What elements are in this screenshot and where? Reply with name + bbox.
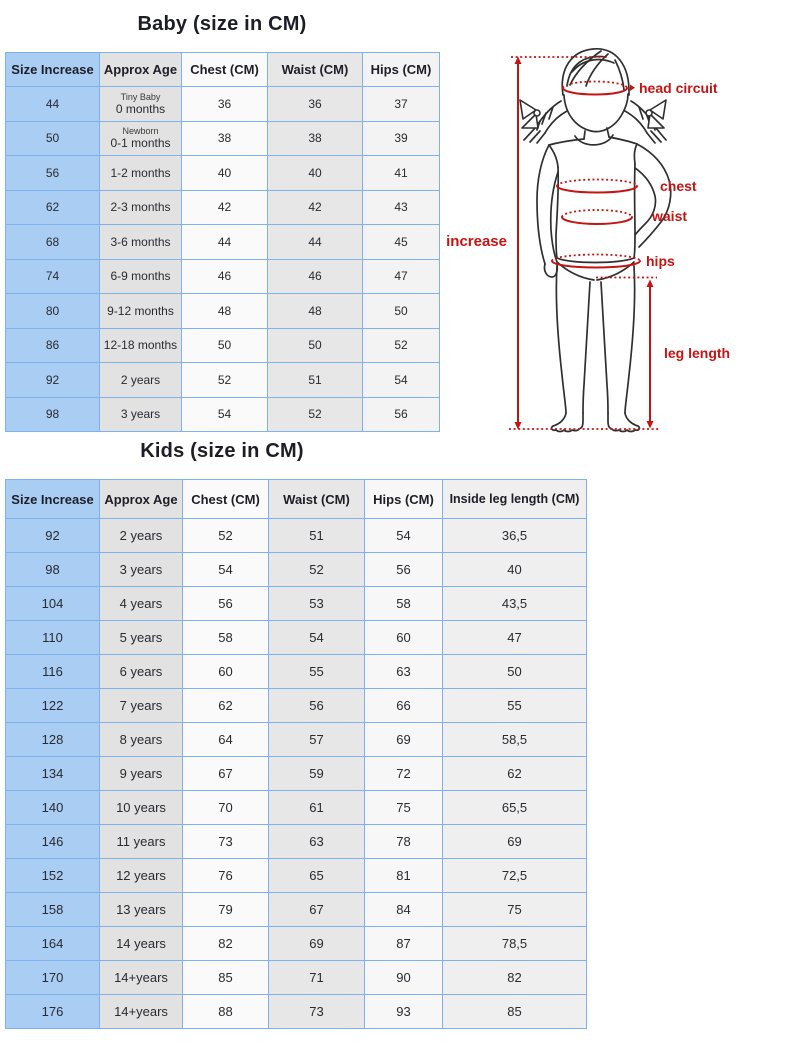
table-cell: 104	[6, 587, 100, 621]
table-row	[6, 121, 440, 156]
girl-line-art	[524, 49, 671, 432]
table-cell: 56	[6, 156, 100, 191]
table-cell: 56	[183, 587, 269, 621]
table-cell: 3 years	[100, 397, 182, 432]
table-cell: 39	[363, 121, 440, 156]
table-cell: 88	[183, 995, 269, 1029]
table-cell: 61	[269, 791, 365, 825]
table-cell: 50	[6, 121, 100, 156]
table-cell: Newborn 0-1 months	[100, 121, 182, 156]
chest-line	[557, 180, 637, 193]
column-header: Approx Age	[100, 480, 183, 519]
table-cell: 3 years	[100, 553, 183, 587]
kids-table-title: Kids (size in CM)	[140, 440, 304, 462]
column-header: Chest (CM)	[183, 480, 269, 519]
table-cell: 36,5	[443, 519, 587, 553]
table-cell: 6 years	[100, 655, 183, 689]
table-row	[6, 553, 587, 587]
table-cell: 38	[182, 121, 268, 156]
leg-length-label: leg length	[664, 345, 731, 361]
table-cell: 48	[268, 294, 363, 329]
table-cell: 134	[6, 757, 100, 791]
table-cell: 69	[365, 723, 443, 757]
table-cell: 13 years	[100, 893, 183, 927]
table-cell: 66	[365, 689, 443, 723]
table-cell: 38	[268, 121, 363, 156]
table-row	[6, 723, 587, 757]
table-cell: 58	[183, 621, 269, 655]
table-row	[6, 328, 440, 363]
baby-header-row	[6, 53, 440, 87]
table-cell: 75	[443, 893, 587, 927]
table-cell: 63	[269, 825, 365, 859]
waist-label: waist	[652, 208, 688, 224]
table-cell: 152	[6, 859, 100, 893]
table-row	[6, 156, 440, 191]
table-cell: 55	[269, 655, 365, 689]
table-row	[6, 927, 587, 961]
table-cell: 40	[268, 156, 363, 191]
table-cell: 78	[365, 825, 443, 859]
table-cell: 146	[6, 825, 100, 859]
column-header: Approx Age	[100, 53, 182, 87]
table-row	[6, 655, 587, 689]
table-cell: 60	[183, 655, 269, 689]
table-cell: 3-6 months	[100, 225, 182, 260]
table-row	[6, 961, 587, 995]
table-row	[6, 87, 440, 122]
table-cell: 98	[6, 553, 100, 587]
table-row	[6, 587, 587, 621]
table-cell: 44	[268, 225, 363, 260]
column-header: Hips (CM)	[363, 53, 440, 87]
table-cell: 85	[443, 995, 587, 1029]
table-row	[6, 259, 440, 294]
table-cell: 50	[443, 655, 587, 689]
table-cell: 71	[269, 961, 365, 995]
table-cell: 63	[365, 655, 443, 689]
table-cell: 116	[6, 655, 100, 689]
table-cell: 68	[6, 225, 100, 260]
table-row	[6, 757, 587, 791]
table-cell: 43,5	[443, 587, 587, 621]
table-cell: 54	[269, 621, 365, 655]
table-cell: 55	[443, 689, 587, 723]
table-cell: 58,5	[443, 723, 587, 757]
table-cell: 36	[268, 87, 363, 122]
table-cell: 74	[6, 259, 100, 294]
table-row	[6, 519, 587, 553]
table-cell: 2 years	[100, 363, 182, 398]
table-cell: 48	[182, 294, 268, 329]
column-header: Chest (CM)	[182, 53, 268, 87]
table-cell: 92	[6, 363, 100, 398]
table-cell: 98	[6, 397, 100, 432]
table-cell: 87	[365, 927, 443, 961]
table-cell: 54	[365, 519, 443, 553]
table-cell: 45	[363, 225, 440, 260]
table-row	[6, 363, 440, 398]
table-cell: 82	[443, 961, 587, 995]
table-cell: 52	[268, 397, 363, 432]
table-cell: 2 years	[100, 519, 183, 553]
table-cell: 64	[183, 723, 269, 757]
table-cell: 51	[268, 363, 363, 398]
table-cell: 12-18 months	[100, 328, 182, 363]
table-cell: 52	[183, 519, 269, 553]
table-cell: 56	[363, 397, 440, 432]
table-cell: 90	[365, 961, 443, 995]
column-header: Size Increase	[6, 480, 100, 519]
table-cell: 73	[269, 995, 365, 1029]
table-cell: 42	[268, 190, 363, 225]
table-cell: 50	[182, 328, 268, 363]
kids-header-row	[6, 480, 587, 519]
table-cell: 11 years	[100, 825, 183, 859]
table-cell: 78,5	[443, 927, 587, 961]
column-header: Waist (CM)	[269, 480, 365, 519]
table-cell: 52	[269, 553, 365, 587]
column-header: Inside leg length (CM)	[443, 480, 587, 519]
table-row	[6, 689, 587, 723]
table-cell: 57	[269, 723, 365, 757]
table-cell: 50	[268, 328, 363, 363]
table-cell: 5 years	[100, 621, 183, 655]
table-cell: 122	[6, 689, 100, 723]
table-row	[6, 397, 440, 432]
table-row	[6, 294, 440, 329]
table-cell: 14+years	[100, 995, 183, 1029]
table-cell: 128	[6, 723, 100, 757]
table-cell: 37	[363, 87, 440, 122]
table-cell: 67	[183, 757, 269, 791]
table-row	[6, 621, 587, 655]
increase-label: increase	[446, 233, 507, 250]
table-cell: 41	[363, 156, 440, 191]
table-cell: 54	[363, 363, 440, 398]
table-row	[6, 791, 587, 825]
table-cell: 79	[183, 893, 269, 927]
table-cell: 46	[182, 259, 268, 294]
table-cell: 40	[182, 156, 268, 191]
table-cell: 53	[269, 587, 365, 621]
table-cell: 8 years	[100, 723, 183, 757]
column-header: Hips (CM)	[365, 480, 443, 519]
table-row	[6, 825, 587, 859]
table-cell: 6-9 months	[100, 259, 182, 294]
kids-size-table	[5, 479, 587, 1029]
table-cell: Tiny Baby 0 months	[100, 87, 182, 122]
table-cell: 72	[365, 757, 443, 791]
baby-table-title: Baby (size in CM)	[137, 13, 307, 35]
table-cell: 170	[6, 961, 100, 995]
table-cell: 40	[443, 553, 587, 587]
table-cell: 140	[6, 791, 100, 825]
table-row	[6, 995, 587, 1029]
table-cell: 44	[6, 87, 100, 122]
table-row	[6, 893, 587, 927]
table-cell: 65,5	[443, 791, 587, 825]
table-cell: 56	[365, 553, 443, 587]
table-cell: 81	[365, 859, 443, 893]
table-row	[6, 225, 440, 260]
table-cell: 1-2 months	[100, 156, 182, 191]
table-cell: 93	[365, 995, 443, 1029]
table-cell: 43	[363, 190, 440, 225]
table-cell: 52	[182, 363, 268, 398]
table-cell: 51	[269, 519, 365, 553]
table-cell: 164	[6, 927, 100, 961]
table-cell: 92	[6, 519, 100, 553]
table-cell: 82	[183, 927, 269, 961]
table-cell: 70	[183, 791, 269, 825]
head-circuit-label: head circuit	[639, 80, 718, 96]
table-cell: 12 years	[100, 859, 183, 893]
table-cell: 69	[443, 825, 587, 859]
table-cell: 2-3 months	[100, 190, 182, 225]
chest-label: chest	[660, 178, 697, 194]
column-header: Size Increase	[6, 53, 100, 87]
table-cell: 86	[6, 328, 100, 363]
table-cell: 14+years	[100, 961, 183, 995]
table-cell: 47	[443, 621, 587, 655]
table-cell: 54	[183, 553, 269, 587]
table-cell: 58	[365, 587, 443, 621]
table-cell: 42	[182, 190, 268, 225]
table-cell: 56	[269, 689, 365, 723]
table-cell: 9-12 months	[100, 294, 182, 329]
table-cell: 85	[183, 961, 269, 995]
table-cell: 50	[363, 294, 440, 329]
column-header: Waist (CM)	[268, 53, 363, 87]
table-cell: 14 years	[100, 927, 183, 961]
table-cell: 9 years	[100, 757, 183, 791]
table-cell: 72,5	[443, 859, 587, 893]
table-cell: 62	[6, 190, 100, 225]
hips-label: hips	[646, 253, 675, 269]
table-cell: 73	[183, 825, 269, 859]
table-cell: 65	[269, 859, 365, 893]
table-cell: 54	[182, 397, 268, 432]
table-cell: 59	[269, 757, 365, 791]
table-cell: 62	[443, 757, 587, 791]
table-cell: 158	[6, 893, 100, 927]
measurement-diagram	[440, 40, 794, 440]
table-cell: 4 years	[100, 587, 183, 621]
waist-line	[562, 210, 632, 224]
table-cell: 52	[363, 328, 440, 363]
table-cell: 176	[6, 995, 100, 1029]
table-cell: 69	[269, 927, 365, 961]
table-cell: 75	[365, 791, 443, 825]
table-cell: 110	[6, 621, 100, 655]
table-cell: 62	[183, 689, 269, 723]
table-cell: 84	[365, 893, 443, 927]
table-cell: 46	[268, 259, 363, 294]
table-cell: 36	[182, 87, 268, 122]
table-cell: 76	[183, 859, 269, 893]
table-cell: 60	[365, 621, 443, 655]
baby-size-table	[5, 52, 440, 432]
table-row	[6, 859, 587, 893]
table-row	[6, 190, 440, 225]
table-cell: 10 years	[100, 791, 183, 825]
table-cell: 47	[363, 259, 440, 294]
table-cell: 7 years	[100, 689, 183, 723]
table-cell: 80	[6, 294, 100, 329]
table-cell: 67	[269, 893, 365, 927]
table-cell: 44	[182, 225, 268, 260]
